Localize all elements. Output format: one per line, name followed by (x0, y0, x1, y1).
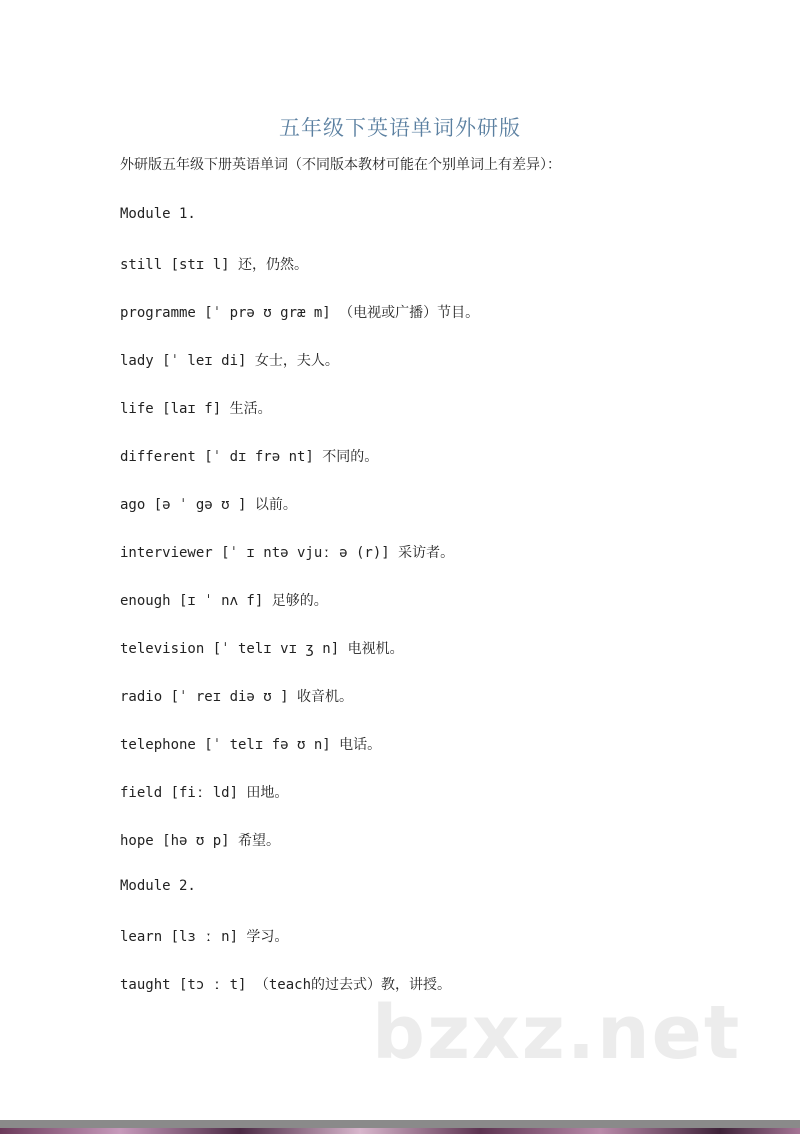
vocab-entry: radio [ˈ reɪ diə ʊ ] 收音机。 (120, 689, 354, 705)
vocab-entry: telephone [ˈ telɪ fə ʊ n] 电话。 (120, 737, 382, 753)
vocab-entry: lady [ˈ leɪ di] 女士，夫人。 (120, 353, 339, 369)
vocab-entry: programme [ˈ prə ʊ græ m] （电视或广播）节目。 (120, 305, 480, 321)
vocab-entry: taught [tɔ ː t] （teach的过去式）教，讲授。 (120, 977, 452, 993)
background-strip (0, 1128, 800, 1134)
watermark: bzxz.net (372, 990, 742, 1076)
vocab-entry: learn [lɜ ː n] 学习。 (120, 929, 289, 945)
intro-text: 外研版五年级下册英语单词（不同版本教材可能在个别单词上有差异）： (120, 157, 561, 173)
vocab-entry: still [stɪ l] 还，仍然。 (120, 257, 309, 273)
vocab-entry: field [fiː ld] 田地。 (120, 785, 289, 801)
module-heading: Module 2. (120, 878, 196, 894)
vocab-entry: hope [hə ʊ p] 希望。 (120, 833, 281, 849)
vocab-entry: ago [ə ˈ gə ʊ ] 以前。 (120, 497, 297, 513)
module-heading: Module 1. (120, 206, 196, 222)
vocab-entry: different [ˈ dɪ frə nt] 不同的。 (120, 449, 379, 465)
vocab-entry: television [ˈ telɪ vɪ ʒ n] 电视机。 (120, 641, 404, 657)
vocab-entry: interviewer [ˈ ɪ ntə vjuː ǝ (r)] 采访者。 (120, 545, 455, 561)
vocab-entry: life [laɪ f] 生活。 (120, 401, 272, 417)
horizontal-scrollbar[interactable] (0, 1120, 800, 1128)
document-title: 五年级下英语单词外研版 (279, 116, 521, 140)
vocab-entry: enough [ɪ ˈ nʌ f] 足够的。 (120, 593, 328, 609)
